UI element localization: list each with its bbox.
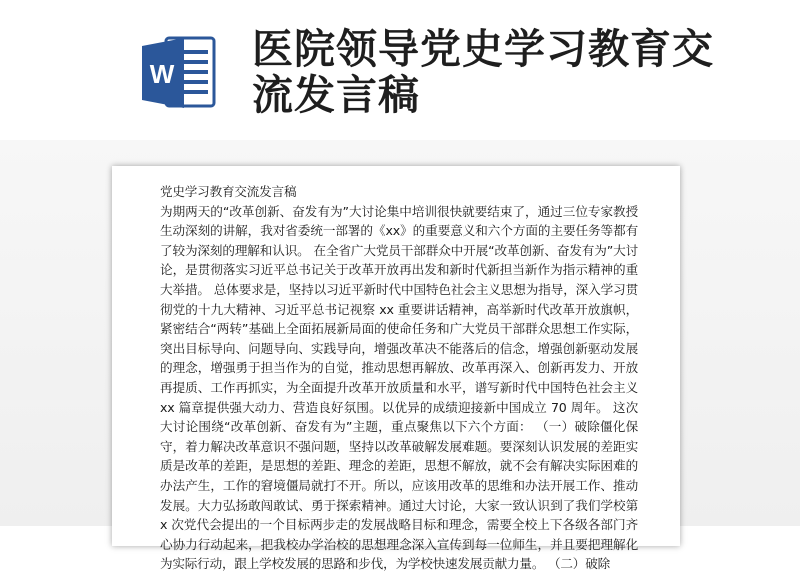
document-heading: 党史学习教育交流发言稿	[160, 184, 297, 199]
document-page[interactable]	[112, 166, 680, 572]
header-banner	[0, 0, 800, 160]
word-icon	[140, 34, 218, 112]
word-icon-letter: W	[149, 59, 175, 89]
document-text	[160, 182, 638, 574]
page-title: 医院领导党史学习教育交流发言稿	[252, 25, 714, 119]
document-body: 为期两天的“改革创新、奋发有为”大讨论集中培训很快就要结束了，通过三位专家教授生动深刻的讲解，我对省委统一部署的《xx》的重要意义和六个方面的主要任务等都有了较为深刻的理解和认识。 在全省广大党员干部群众中开展“改革创新、奋发有为”大讨论，是贯彻落实习近平总书记关于改革开放再出发和新时代新担当新作为指示精神的重大举措。 总体要求是，坚持以习近平新时代中国特色社会主义思想为指导，深入学习贯彻党的十九大精神、习近平总书记视察 xx 重要讲话精神，高举新时代改革开放旗帜，紧密结合“两转”基础上全面拓展新局面的使命任务和广大党员干部群众思想工作实际，突出目标导向、问题导向、实践导向，增强改革决不能落后的信念，增强创新驱动发展的理念，增强勇于担当作为的自觉，推动思想再解放、改革再深入、创新再发力、开放再提质、工作再抓实，为全面提升改革开放质量和水平，谱写新时代中国特色社会主义 xx 篇章提供强大动力、营造良好氛围。以优异的成绩迎接新中国成立 70 周年。 这次大讨论围绕“改革创新、奋发有为”主题，重点聚焦以下六个方面： （一）破除僵化保守，着力解决改革意识不强问题，坚持以改革破解发展难题。要深刻认识发展的差距实质是改革的差距，是思想的差距、理念的差距，思想不解放，就不会有解决实际困难的办法产生，工作的窘境僵局就打不开。所以，应该用改革的思维和办法开展工作、推动发展。大力弘扬敢闯敢试、勇于探索精神。通过大讨论，大家一致认识到了我们学校第 x 次党代会提出的一个目标两步走的发展战略目标和理念，需要全校上下各级各部门齐心协力行动起来，把我校办学治校的思想理念深入宣传到每一位师生，并且要把理解化为实际行动，跟上学校发展的思路和步伐，为学校快速发展贡献力量。 （二）破除	[160, 203, 638, 572]
